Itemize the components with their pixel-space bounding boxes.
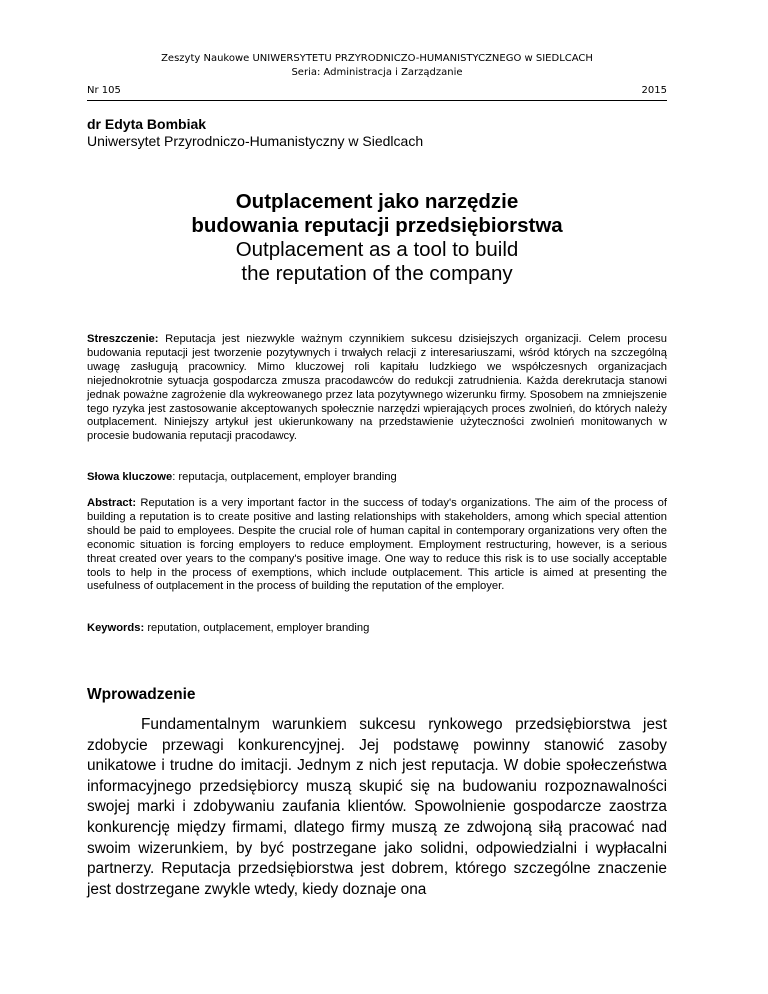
title-en-line-2: the reputation of the company <box>241 262 513 285</box>
title-pl-line-1: Outplacement jako narzędzie <box>235 190 519 213</box>
keywords-en <box>87 622 667 636</box>
section-heading: Wprowadzenie <box>87 686 196 703</box>
streszczenie-text: Reputacja jest niezwykle ważnym czynnikiem sukcesu dzisiejszych organizacji. Celem procesu budowania reputacji jest tworzenie pozytywnych i trwałych relacji z interesariuszami, wśród których na szczególną uwagę zasługują pracownicy. Mimo kluczowej roli kapitału ludzkiego we współczesnych organizacjach niejednokrotnie sytuacja gospodarcza zmusza pracodawców do redukcji zatrudnienia. Każda derekrutacja stanowi jednak poważne zagrożenie dla wykreowanego przez lata pozytywnego wizerunku firmy. Sposobem na zmniejszenie tego ryzyka jest zastosowanie akceptowanych społecznie narzędzi wpierających proces zwolnień, do których należy outplacement. Niniejszy artykuł jest ukierunkowany na przedstawienie użyteczności zwolnień monitowanych w procesie budowania reputacji pracodawcy. <box>87 333 667 443</box>
issue-row <box>87 84 667 98</box>
running-head <box>87 52 667 80</box>
author-name: dr Edyta Bombiak <box>87 116 207 132</box>
streszczenie <box>87 333 667 444</box>
keywords-pl <box>87 471 667 485</box>
header-rule <box>87 100 667 101</box>
abstract-label: Abstract: <box>87 497 137 509</box>
abstract-text: Reputation is a very important factor in the success of today's organizations. The aim of the process of building a reputation is to create positive and lasting relationships with stakeholders, among which special attention should be paid to employees. Despite the crucial role of human capital in contemporary organizations very often the economic situation is forcing employers to reduce employment. Employment restructuring, however, is a serious threat created over years to the company's positive image. One way to reduce this risk is to use socially acceptable tools to help in the process of exemptions, which include outplacement. This article is aimed at presenting the usefulness of outplacement in the process of building the reputation of the employer. <box>87 497 668 593</box>
title-en-line-1: Outplacement as a tool to build <box>235 238 519 261</box>
title-block <box>87 190 667 286</box>
keywords-pl-label: Słowa kluczowe <box>87 471 173 483</box>
streszczenie-label: Streszczenie: <box>87 333 159 345</box>
keywords-pl-text: : reputacja, outplacement, employer branding <box>172 471 397 483</box>
issue-number: Nr 105 <box>87 85 121 96</box>
series-name: Seria: Administracja i Zarządzanie <box>291 67 463 78</box>
issue-year: 2015 <box>641 85 667 96</box>
keywords-en-label: Keywords: <box>87 622 145 634</box>
journal-name: Zeszyty Naukowe UNIWERSYTETU PRZYRODNICZO-HUMANISTYCZNEGO w SIEDLCACH <box>161 53 593 64</box>
intro-paragraph: Fundamentalnym warunkiem sukcesu rynkowego przedsiębiorstwa jest zdobycie przewagi konkurencyjnej. Jej podstawę powinny stanowić zasoby unikatowe i trudne do imitacji. Jednym z nich jest reputacja. W dobie społeczeństwa informacyjnego przedsiębiorcy muszą skupić się na budowaniu rozpoznawalności swojej marki i zdobywaniu zaufania klientów. Spowolnienie gospodarcze zaostrza konkurencję między firmami, dlatego firmy muszą ze zdwojoną siłą pracować nad swoim wizerunkiem, by być postrzegane jako solidni, odpowiedzialni i wypłacalni partnerzy. Reputacja przedsiębiorstwa jest dobrem, którego szczególne znaczenie jest dostrzegane zwykle wtedy, kiedy doznaje ona <box>87 716 667 898</box>
keywords-en-text: reputation, outplacement, employer branding <box>147 622 370 634</box>
abstract <box>87 497 667 594</box>
title-pl-line-2: budowania reputacji przedsiębiorstwa <box>191 214 563 237</box>
author-affiliation: Uniwersytet Przyrodniczo-Humanistyczny w Siedlcach <box>87 133 424 149</box>
